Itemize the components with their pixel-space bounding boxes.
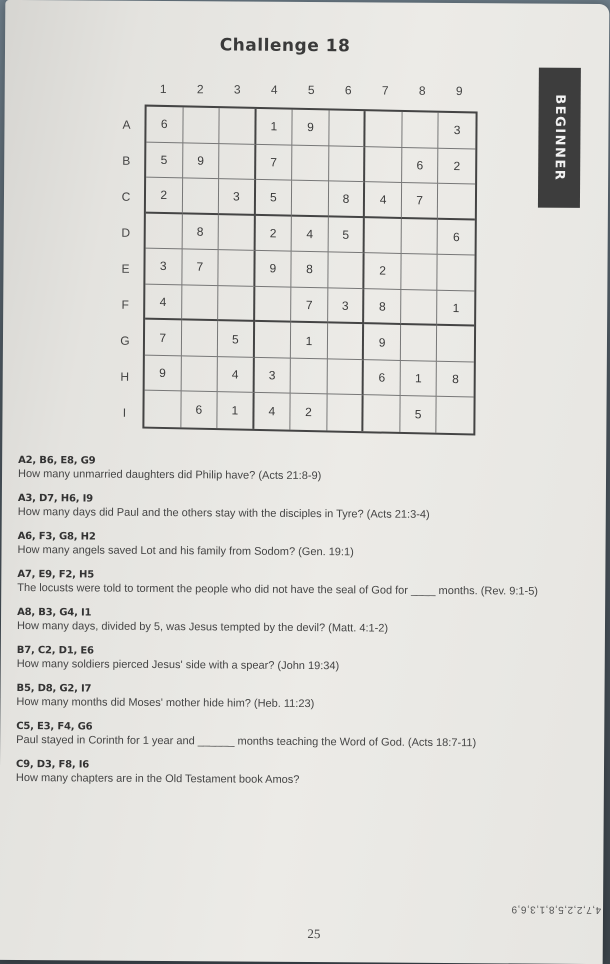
grid-cell: 9 [293,110,330,146]
clue-question: How many soldiers pierced Jesus' side with a spear? (John 19:34) [16,657,340,673]
grid-cell [255,322,292,358]
column-label: 5 [307,83,315,98]
grid-cell: 4 [218,357,255,393]
grid-cell: 2 [365,253,402,289]
row-label: H [120,369,130,384]
clue-cells: C5, E3, F4, G6 [16,720,93,733]
clue-question: How many unmarried daughters did Philip have? (Acts 21:8-9) [18,468,322,483]
grid-cell [327,395,364,431]
clue-item [16,759,556,788]
clue-question: How many days did Paul and the others stay with the disciples in Tyre? (Acts 21:3-4) [17,506,430,521]
grid-cell: 1 [438,290,475,326]
grid-cell [437,326,474,362]
clue-cells: B7, C2, D1, E6 [16,644,94,657]
clue-question: How many chapters are in the Old Testament book Amos? [15,771,300,786]
grid-cell: 9 [183,143,220,179]
grid-cell [181,356,218,392]
column-label: 2 [196,82,204,97]
grid-cell [255,287,292,323]
grid-cell [401,325,438,361]
grid-cell [146,213,183,249]
grid-cell: 1 [217,393,254,429]
grid-cell [218,250,255,286]
clue-cells: A2, B6, E8, G9 [18,455,96,467]
level-tab [538,68,581,208]
grid-cell [327,359,364,395]
clue-question: How many days, divided by 5, was Jesus tempted by the devil? (Matt. 4:1-2) [16,619,389,635]
grid-cell [219,108,256,144]
column-label: 3 [233,82,241,97]
grid-cell: 2 [146,178,183,214]
grid-cell: 7 [182,250,219,286]
clue-cells: A8, B3, G4, I1 [17,607,92,619]
column-label: 6 [344,83,352,98]
row-label: C [121,189,131,204]
grid-cell: 8 [329,182,366,218]
grid-cell: 8 [437,362,474,398]
grid-cell: 3 [328,288,365,324]
grid-cell [329,110,366,146]
grid-cell [181,321,218,357]
grid-cell: 7 [145,320,182,356]
grid-cell: 6 [181,392,218,428]
row-labels [110,107,140,431]
grid-cell [438,255,475,291]
grid-cell: 5 [218,321,255,357]
grid-cell: 4 [145,284,182,320]
grid-cell: 4 [254,393,291,429]
grid-cell [144,391,181,427]
grid-cell: 2 [255,216,292,252]
row-label: F [121,297,129,312]
grid-cell [292,181,329,217]
grid-cell: 2 [439,148,476,184]
clue-question: How many months did Moses' mother hide him? (Heb. 11:23) [16,695,315,711]
clue-item [17,645,557,674]
clue-item [17,531,557,560]
grid-cell: 6 [438,219,475,255]
level-label: BEGINNER [551,94,568,182]
grid-cell: 1 [400,361,437,397]
grid-cell: 7 [291,287,328,323]
clue-item [16,683,556,712]
clue-cells: B5, D8, G2, I7 [16,682,92,695]
row-label: I [122,405,127,420]
grid-cell: 6 [146,107,183,143]
grid-cell [401,290,438,326]
grid-cell [437,397,474,433]
grid-cell [219,215,256,251]
grid-cell: 1 [291,323,328,359]
grid-cell [182,285,219,321]
grid-cell: 8 [182,214,219,250]
grid-cell: 8 [364,289,401,325]
clue-question: Paul stayed in Corinth for 1 year and ______ months teaching the Word of God. (Acts 18:7-11) [16,733,477,750]
grid-cell: 8 [292,252,329,288]
grid-cell: 3 [254,358,291,394]
grid-cell: 9 [364,325,401,361]
clue-cells: A6, F3, G8, H2 [17,531,96,543]
grid-cell: 5 [400,396,437,432]
page-number: 25 [307,926,321,942]
grid-cell [219,144,256,180]
grid-cell: 5 [146,142,183,178]
grid-cell [218,286,255,322]
grid-cell [328,324,365,360]
clue-item [16,721,556,750]
grid-cell: 5 [256,180,293,216]
grid-cell: 3 [439,113,476,149]
column-label: 7 [381,83,389,98]
grid-cell [329,146,366,182]
grid-cell [401,219,438,255]
grid-cell: 5 [328,217,365,253]
answer-key: 4,7,2,2,5,8,1,3,6,9 [510,903,602,916]
grid-cell [366,111,403,147]
clue-item [18,455,558,484]
row-label: B [122,153,131,168]
clue-cells: C9, D3, F8, I6 [15,758,90,771]
clue-question: The locusts were told to torment the people who did not have the seal of God for ____ months. (Rev. 9:1-5) [17,582,539,598]
clue-cells: A3, D7, H6, I9 [17,493,93,505]
row-label: D [121,225,131,240]
grid-cell [438,184,475,220]
column-label: 4 [270,82,278,97]
grid-cell: 4 [292,216,329,252]
grid-cell: 3 [219,179,256,215]
grid-cell [328,253,365,289]
grid-cell [365,147,402,183]
clue-item [18,493,558,522]
clue-item [17,607,557,636]
clue-question: How many angels saved Lot and his family from Sodom? (Gen. 19:1) [17,544,354,559]
grid-cell: 7 [402,183,439,219]
grid-cell: 6 [402,148,439,184]
grid-cell [365,218,402,254]
grid-cell [364,396,401,432]
column-label: 1 [159,81,167,97]
column-label: 8 [418,83,426,98]
clue-list [16,455,558,801]
grid-cell [292,145,329,181]
sudoku-grid [142,105,477,436]
clue-item [17,569,557,598]
page-title: Challenge 18 [219,35,351,57]
column-labels [145,79,478,101]
grid-cell [402,112,439,148]
grid-cell [401,254,438,290]
grid-cell: 6 [364,360,401,396]
grid-cell [182,178,219,214]
grid-cell: 9 [255,251,292,287]
grid-cell [183,107,220,143]
row-label: A [122,117,131,132]
row-label: E [121,261,130,276]
grid-cell: 7 [256,144,293,180]
grid-cell: 1 [256,109,293,145]
clue-cells: A7, E9, F2, H5 [17,569,95,581]
grid-cell: 3 [145,249,182,285]
grid-cell: 2 [291,394,328,430]
column-label: 9 [455,84,463,99]
grid-cell: 9 [145,355,182,391]
row-label: G [120,333,130,348]
grid-cell [291,359,328,395]
grid-cell: 4 [365,182,402,218]
